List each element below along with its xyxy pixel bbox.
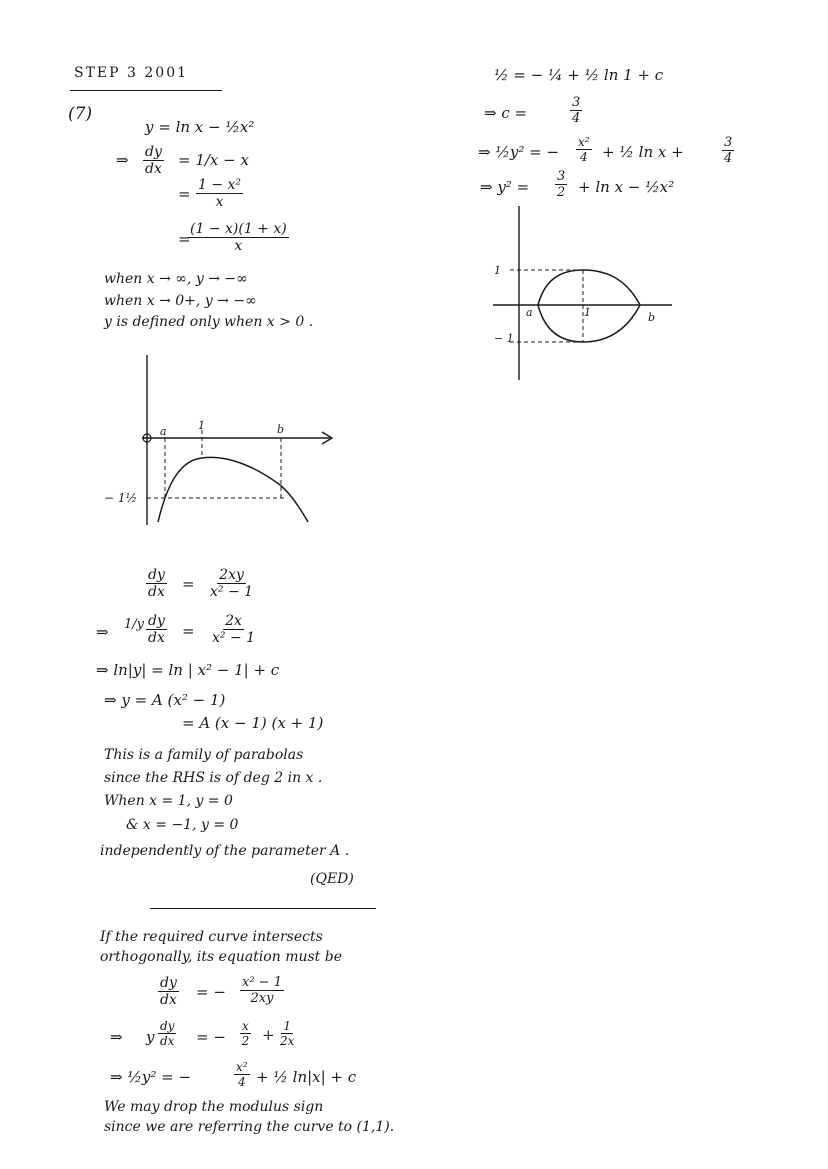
e1-lhs	[158, 976, 179, 1007]
closing-line-1: We may drop the modulus sign	[104, 1099, 324, 1115]
closing-line-2: since we are referring the curve to (1,1).	[104, 1119, 395, 1135]
qed-mark: (QED)	[310, 871, 354, 887]
ortho-line-2: orthogonally, its equation must be	[100, 949, 342, 965]
den: 4	[572, 111, 581, 126]
graph1-label-b: b	[277, 423, 285, 436]
section-divider	[150, 908, 376, 909]
d2-rhs	[212, 614, 255, 645]
para-line-2: since the RHS is of deg 2 in x .	[104, 770, 323, 786]
graph2-label-a: a	[526, 306, 533, 319]
e2-implies: ⇒	[110, 1028, 123, 1046]
den: 4	[237, 1075, 246, 1089]
r3-frac2	[722, 136, 734, 165]
frac-den: x	[234, 238, 243, 254]
graph1-label-a: a	[160, 425, 167, 438]
d4-line: ⇒ y = A (x² − 1)	[104, 691, 226, 709]
implies-symbol: ⇒	[116, 151, 129, 169]
limit-zero: when x → 0+, y → −∞	[104, 293, 257, 309]
d5-line: = A (x − 1) (x + 1)	[182, 714, 324, 732]
e1-rhs	[240, 976, 284, 1005]
para-line-5: independently of the parameter A .	[100, 843, 350, 859]
graph2-label-mid: 1	[584, 306, 591, 319]
limit-infinity: when x → ∞, y → −∞	[104, 271, 248, 287]
r4-rest: + ln x − ½x²	[578, 178, 675, 196]
den: 4	[579, 150, 588, 164]
d2-eq: =	[182, 622, 195, 640]
den: 2	[241, 1034, 250, 1048]
e3-frac	[234, 1061, 250, 1088]
num: 2xy	[219, 567, 244, 583]
curve	[158, 457, 308, 522]
frac-num: 1 − x²	[198, 177, 242, 193]
r3-frac1	[576, 136, 592, 163]
fraction-1-x2	[196, 178, 243, 209]
graph2-label-1: 1	[494, 264, 501, 277]
d2-1overy: 1/y	[124, 617, 144, 632]
e2-frac1	[240, 1020, 251, 1047]
num: 2x	[225, 613, 242, 629]
graph-lnx-curve	[90, 350, 350, 540]
graph2-label-neg1: − 1	[494, 332, 514, 345]
den: dx	[148, 630, 165, 646]
eq-sign-3: =	[178, 185, 191, 203]
d2-implies: ⇒	[96, 623, 109, 641]
r4-frac	[555, 170, 567, 199]
num: 3	[557, 169, 566, 184]
graph2-label-b: b	[648, 311, 656, 324]
frac-den: x	[215, 194, 224, 210]
den: 2	[557, 185, 566, 200]
question-number: (7)	[68, 104, 93, 124]
dydx-rhs: = 1/x − x	[178, 151, 249, 169]
num: x²	[578, 135, 590, 149]
e1-eq: = −	[196, 983, 226, 1001]
e2-eq: = −	[196, 1028, 226, 1046]
e2-frac2	[280, 1020, 294, 1047]
r1-line: ½ = − ¼ + ½ ln 1 + c	[494, 66, 664, 84]
dydx-num: dy	[145, 144, 162, 160]
e2-plus: +	[262, 1026, 275, 1044]
e3-rest: + ½ ln|x| + c	[256, 1068, 357, 1086]
equation-y: y = ln x − ½x²	[145, 118, 255, 136]
title-underline	[70, 90, 222, 91]
graph1-label-neg: − 1½	[104, 491, 138, 505]
den: dx	[160, 992, 177, 1008]
num: x² − 1	[242, 975, 282, 990]
d1-rhs	[210, 568, 253, 599]
num: dy	[160, 1019, 175, 1033]
eq-sign-4: =	[178, 230, 191, 248]
num: x	[242, 1019, 249, 1033]
num: dy	[148, 613, 165, 629]
r3-mid: + ½ ln x +	[602, 143, 684, 161]
para-line-3: When x = 1, y = 0	[104, 793, 233, 809]
ortho-line-1: If the required curve intersects	[100, 929, 323, 945]
den: 2xy	[250, 991, 274, 1006]
r2-pre: ⇒ c =	[484, 104, 528, 122]
r4-pre: ⇒ y² =	[480, 178, 530, 196]
e3-lhs: ⇒ ½y² = −	[110, 1068, 192, 1086]
dydx-fraction	[143, 145, 164, 176]
den: dx	[160, 1034, 175, 1048]
d1-eq: =	[182, 575, 195, 593]
page-title: STEP 3 2001	[74, 65, 189, 81]
num: dy	[160, 975, 177, 991]
num: dy	[148, 567, 165, 583]
para-line-1: This is a family of parabolas	[104, 747, 304, 763]
e2-lhs	[158, 1020, 176, 1047]
num: 3	[724, 135, 733, 150]
d3-line: ⇒ ln|y| = ln | x² − 1| + c	[96, 661, 280, 679]
num: 3	[572, 95, 581, 110]
den: dx	[148, 584, 165, 600]
dydx-den: dx	[145, 161, 162, 177]
d1-lhs	[146, 568, 167, 599]
frac-num: (1 − x)(1 + x)	[190, 221, 287, 237]
graph-closed-curve	[488, 204, 678, 384]
d2-lhs	[146, 614, 167, 645]
num: x²	[236, 1060, 248, 1074]
e2-y: y	[146, 1028, 155, 1046]
den: x² − 1	[210, 584, 254, 600]
den: 2x	[280, 1034, 295, 1048]
den: 4	[724, 151, 733, 166]
den: x² − 1	[212, 630, 256, 646]
domain-note: y is defined only when x > 0 .	[104, 314, 314, 330]
num: 1	[283, 1019, 292, 1033]
para-line-4: & x = −1, y = 0	[126, 817, 239, 833]
r3-pre: ⇒ ½y² = −	[478, 143, 560, 161]
fraction-factored	[188, 222, 289, 253]
r2-frac	[570, 96, 582, 125]
graph1-label-1: 1	[198, 419, 205, 432]
